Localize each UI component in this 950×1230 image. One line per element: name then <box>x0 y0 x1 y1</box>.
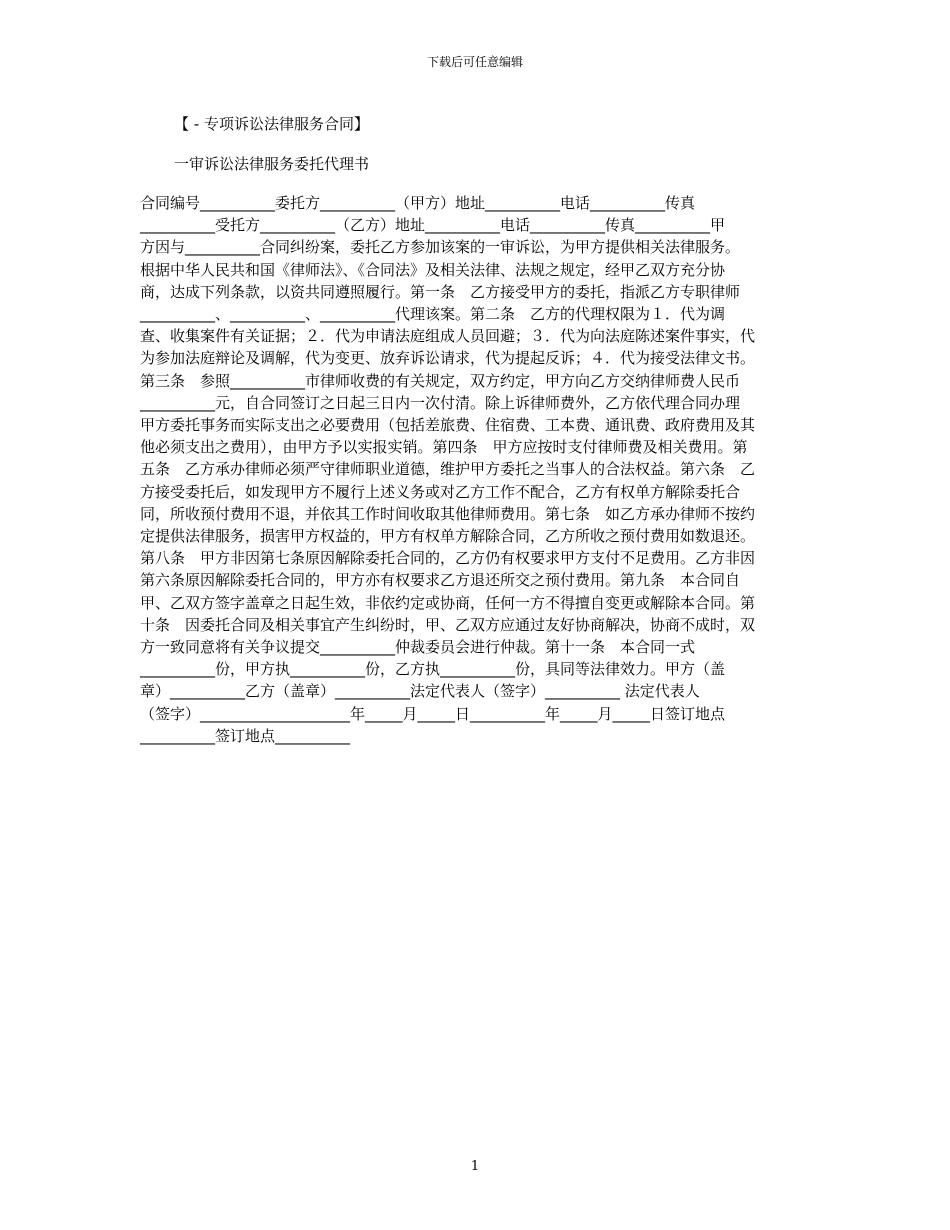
body-line: 章）__________乙方（盖章）__________法定代表人（签字）__________ 法定代表人 <box>140 682 700 701</box>
body-line: 方因与__________合同纠纷案，委托乙方参加该案的一审诉讼，为甲方提供相关法律服务。 <box>140 238 741 257</box>
body-line: __________签订地点__________ <box>140 726 351 745</box>
body-line: 方接受委托后，如发现甲方不履行上述义务或对乙方工作不配合，乙方有权单方解除委托合 <box>140 482 741 501</box>
body-line: 五条 乙方承办律师必须严守律师职业道德，维护甲方委托之当事人的合法权益。第六条 乙 <box>140 460 756 479</box>
body-line: 合同编号__________委托方__________（甲方）地址__________电话__________传真 <box>140 194 696 212</box>
body-line: 第六条原因解除委托合同的，甲方亦有权要求乙方退还所交之预付费用。第九条 本合同自 <box>140 571 741 590</box>
page-number: 1 <box>470 1159 480 1174</box>
body-line: __________份，甲方执__________份，乙方执__________份，具同等法律效力。甲方（盖 <box>140 660 726 679</box>
body-line: 第八条 甲方非因第七条原因解除委托合同的，乙方仍有权要求甲方支付不足费用。乙方非因 <box>140 549 756 568</box>
body-line: __________元，自合同签订之日起三日内一次付清。除上诉律师费外，乙方依代理合同办理 <box>140 393 741 412</box>
body-line: 为参加法庭辩论及调解，代为变更、放弃诉讼请求，代为提起反诉；４．代为接受法律文书。 <box>140 349 756 368</box>
body-line: 第三条 参照__________市律师收费的有关规定，双方约定，甲方向乙方交纳律师费人民币 <box>140 371 741 390</box>
body-line: 甲方委托事务而实际支出之必要费用（包括差旅费、住宿费、工本费、通讯费、政府费用及其 <box>140 416 756 435</box>
body-line: 查、收集案件有关证据；２．代为申请法庭组成人员回避；３．代为向法庭陈述案件事实，代 <box>140 327 756 346</box>
body-line: 根据中华人民共和国《律师法》、《合同法》及相关法律、法规之规定，经甲乙双方充分协 <box>140 260 726 279</box>
body-line: 他必须支出之费用），由甲方予以实报实销。第四条 甲方应按时支付律师费及相关费用。第 <box>140 438 748 457</box>
header-note: 下载后可任意编辑 <box>426 55 523 69</box>
body-line: 甲、乙双方签字盖章之日起生效，非依约定或协商，任何一方不得擅自变更或解除本合同。第 <box>140 593 756 612</box>
body-line: 定提供法律服务，损害甲方权益的，甲方有权单方解除合同，乙方所收之预付费用如数退还。 <box>140 527 756 546</box>
contract-body <box>140 192 810 747</box>
body-line: （签字）____________________年_____月_____日__________年_____月_____日签订地点 <box>140 704 726 723</box>
body-line: 同，所收预付费用不退，并依其工作时间收取其他律师费用。第七条 如乙方承办律师不按约 <box>140 504 756 523</box>
body-line: __________、__________、__________代理该案。第二条 乙方的代理权限为１．代为调 <box>140 305 726 324</box>
body-line: 十条 因委托合同及相关事宜产生纠纷时，甲、乙双方应通过友好协商解决，协商不成时，双 <box>140 615 756 634</box>
body-line: 商，达成下列条款，以资共同遵照履行。第一条 乙方接受甲方的委托，指派乙方专职律师 <box>140 282 741 301</box>
body-line: 方一致同意将有关争议提交__________仲裁委员会进行仲裁。第十一条 本合同一式 <box>140 638 696 657</box>
document-subtitle: 一审诉讼法律服务委托代理书 <box>174 155 370 173</box>
document-title: 【 - 专项诉讼法律服务合同】 <box>174 115 369 133</box>
body-line: __________受托方__________（乙方）地址__________电话__________传真__________甲 <box>140 216 726 235</box>
